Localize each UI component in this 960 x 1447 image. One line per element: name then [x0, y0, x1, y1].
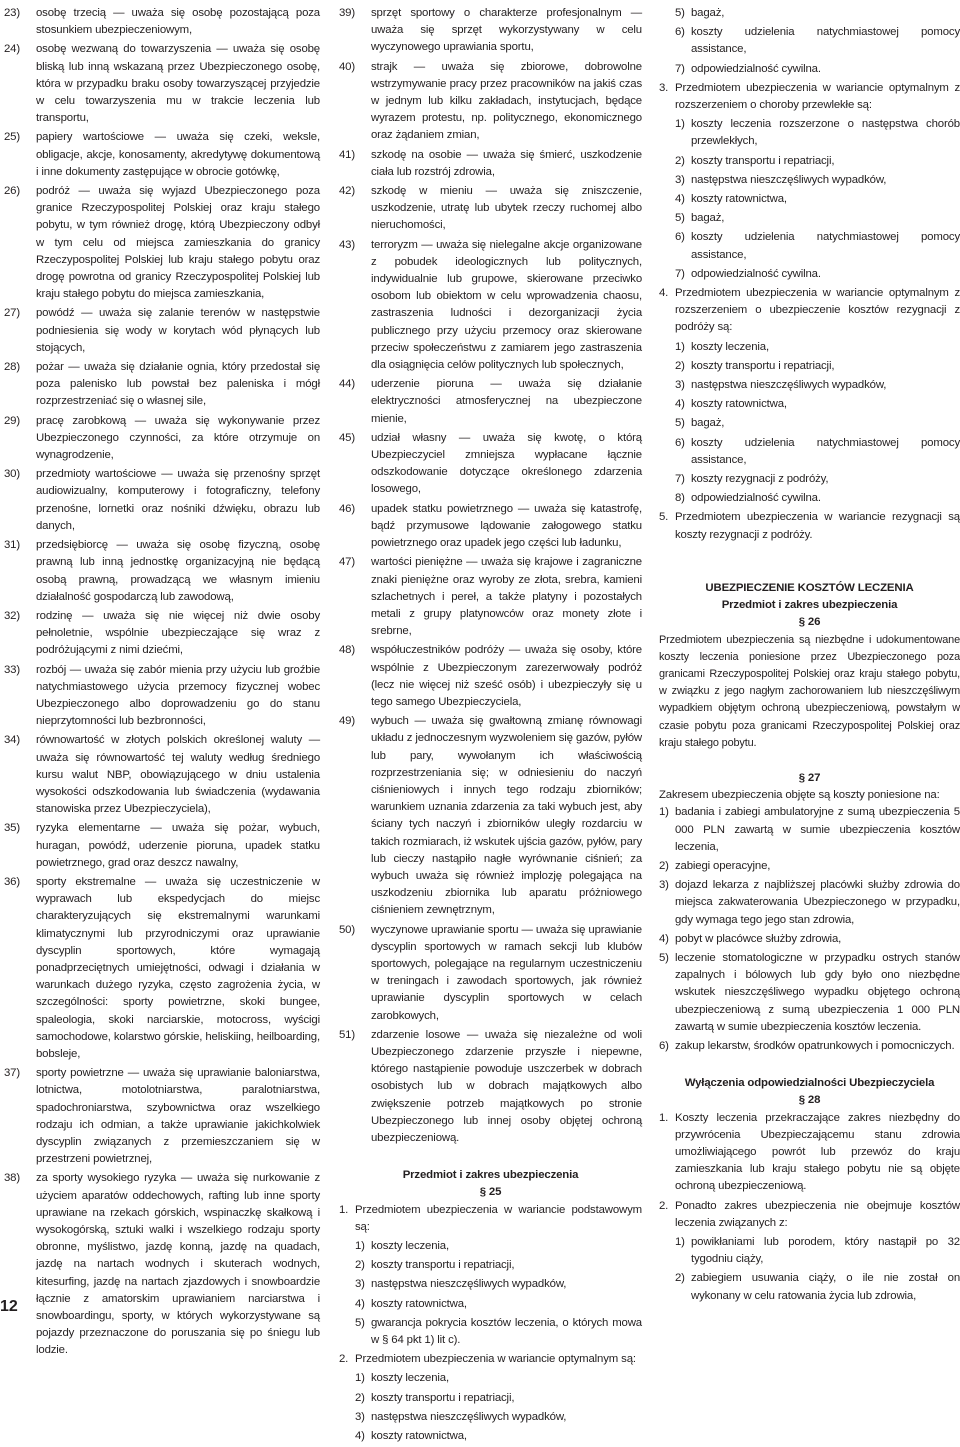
- definition-item: [4, 413, 320, 465]
- section-title: UBEZPIECZENIE KOSZTÓW LECZENIA: [705, 581, 914, 594]
- item-text: wyczynowe uprawianie sportu — uważa się uprawianie dyscyplin sportowych w ramach sekcji lub klubów sportowych, polegające na regularnym uczestniczeniu w treningach i zawodach sportowych, jak również uprawianie dyscyplin sportowych w celach zarobkowych,: [371, 923, 642, 1022]
- item-text: Przedmiotem ubezpieczenia w wariancie optymalnym z rozszerzeniem o choroby przewlekłe są:: [675, 81, 960, 112]
- item-number: 36): [4, 875, 21, 888]
- item-number: 47): [339, 556, 356, 569]
- sub-item: [659, 191, 960, 208]
- sub-item: [339, 1296, 642, 1313]
- sub-item: [659, 210, 960, 227]
- sub-text: koszty leczenia rozszerzone o następstwa chorób przewlekłych,: [691, 118, 960, 148]
- sub-text: następstwa nieszczęśliwych wypadków,: [691, 379, 887, 392]
- definition-item: [339, 5, 642, 57]
- item-text: za sporty wysokiego ryzyka — uważa się nurkowanie z użyciem aparatów oddechowych, rafting lub inne sporty uprawiane na rzekach górskich, wspinaczkę skałkową i wysokogórską, sztuki walki i wszelkiego rodzaju sporty obronne, myślistwo, jazdę konną, jazdę na quadach, jazdę na nartach wodnych i skuterach wodnych, kitesurfing, jazdę na nartach zjazdowych i snowboardzie łącznie z amatorskim uprawianiem narciarstwa i snowboardingu, sporty, w których wykorzystywane są pojazdy przeznaczone do poruszania się po śniegu lub lodzie.: [36, 1172, 320, 1357]
- item-number: 25): [4, 131, 21, 144]
- sub-text: bagaż,: [691, 212, 725, 225]
- sub-text: odpowiedzialność cywilna.: [691, 62, 821, 75]
- item-text: Przedmiotem ubezpieczenia w wariancie optymalnym z rozszerzeniem o ubezpieczenie kosztów rezygnacji z podróży są:: [675, 287, 960, 334]
- sub-text: koszty transportu i repatriacji,: [371, 1259, 515, 1272]
- item-number: 24): [4, 43, 21, 56]
- sub-number: 3): [675, 173, 685, 186]
- item-text: zakup lekarstw, środków opatrunkowych i pomocniczych.: [675, 1039, 955, 1052]
- item-text: Ponadto zakres ubezpieczenia nie obejmuje kosztów leczenia związanych z:: [675, 1199, 960, 1229]
- definition-item: [339, 922, 642, 1025]
- sub-item: [659, 377, 960, 394]
- sub-number: 7): [675, 62, 685, 75]
- item-number: 51): [339, 1028, 356, 1041]
- sub-text: koszty rezygnacji z podróży,: [691, 473, 829, 486]
- definition-item: [339, 430, 642, 499]
- item-number: 2.: [659, 1199, 669, 1212]
- page-number: 12: [0, 1298, 18, 1315]
- sub-number: 2): [675, 1272, 685, 1285]
- item-number: 34): [4, 734, 21, 747]
- item-number: 32): [4, 609, 21, 622]
- sub-item: [339, 1390, 642, 1407]
- item-text: leczenie stomatologiczne w przypadku ostrych stanów zapalnych i bólowych lub gdy było ono niezbędne wskutek nieszczęśliwego wypadku objętego ochroną ubezpieczeniową z sumą ubezpieczenia 1 000 PLN zawartą w sumie ubezpieczenia kosztów leczenia.: [675, 951, 960, 1033]
- spacer: [339, 1149, 642, 1167]
- item-text: wartości pieniężne — uważa się krajowe i zagraniczne znaki pieniężne oraz wyroby ze złota, srebra, kamieni szlachetnych i pereł, a także platyny i pozostałych metali z grupy platynowców oraz monety złote i srebrne,: [371, 556, 642, 638]
- sub-text: koszty ratownictwa,: [371, 1430, 467, 1443]
- numbered-item: [659, 80, 960, 114]
- item-text: przedmioty wartościowe — uważa się przenośny sprzęt audiowizualny, komputerowy i fotograficzny, telefony przenośne, lornetki oraz nośniki dźwięku, obrazu lub danych,: [36, 468, 320, 532]
- sub-text: koszty ratownictwa,: [691, 398, 787, 411]
- item-text: pożar — uważa się działanie ognia, który przedostał się poza palenisko lub powstał bez paleniska i mógł rozprzestrzeniać się o własnej sile,: [36, 361, 320, 408]
- definition-item: [4, 5, 320, 39]
- item-number: 41): [339, 148, 356, 161]
- item-text: pobyt w placówce służby zdrowia,: [675, 932, 842, 945]
- sub-number: 4): [355, 1430, 365, 1443]
- item-number: 1): [659, 806, 669, 819]
- spacer: [659, 752, 960, 770]
- numbered-item: [339, 1202, 642, 1236]
- definition-item: [4, 1065, 320, 1168]
- sub-text: zabiegiem usuwania ciąży, o ile nie został on wykonany w celu ratowania życia lub zdrowia,: [691, 1272, 960, 1302]
- item-number: 6): [659, 1039, 669, 1052]
- item-text: papiery wartościowe — uważa się czeki, weksle, obligacje, akcje, konosamenty, akredytywę dokumentową i inne dokumenty zastępujące w obrocie gotówkę,: [36, 131, 320, 178]
- sub-item: [659, 396, 960, 413]
- sub-number: 8): [675, 492, 685, 505]
- item-number: 2.: [339, 1353, 349, 1366]
- sub-text: następstwa nieszczęśliwych wypadków,: [371, 1278, 567, 1291]
- item-text: szkodę na osobie — uważa się śmierć, uszkodzenie ciała lub rozstrój zdrowia,: [371, 148, 642, 178]
- definition-item: [339, 713, 642, 919]
- sub-number: 7): [675, 473, 685, 486]
- item-number: 30): [4, 468, 21, 481]
- definition-item: [4, 537, 320, 606]
- definition-item: [4, 874, 320, 1063]
- item-number: 48): [339, 644, 356, 657]
- item-number: 50): [339, 923, 356, 936]
- sub-text: koszty ratownictwa,: [371, 1297, 467, 1310]
- item-text: pracę zarobkową — uważa się wykonywanie przez Ubezpieczonego czynności, za które otrzymuje on wynagrodzenie,: [36, 414, 320, 462]
- numbered-item: [659, 285, 960, 337]
- definition-item: [339, 183, 642, 235]
- sub-number: 6): [675, 436, 685, 449]
- definition-item: [339, 237, 642, 375]
- section-heading: Wyłączenia odpowiedzialności Ubezpieczyciela: [684, 1077, 935, 1090]
- section-heading: Przedmiot i zakres ubezpieczenia: [721, 599, 898, 612]
- item-text: równowartość w złotych polskich określonej waluty — uważa się równowartość tej waluty według średniego kursu walut NBP, obowiązującego w dniu ustalenia wysokości odszkodowania lub świadczenia (wydawania stanowiska przez Ubezpieczyciela),: [36, 734, 320, 816]
- item-text: Koszty leczenia przekraczające zakres niezbędny do przywrócenia Ubezpieczającemu stanu zdrowia umożliwiającego powrót lub przewóz do kraju zamieszkania lub kraju stałego pobytu nie są objęte ochroną ubezpieczeniową.: [675, 1111, 960, 1193]
- numbered-item: [659, 1038, 960, 1055]
- definition-item: [4, 359, 320, 411]
- item-number: 3.: [659, 81, 669, 94]
- sub-number: 1): [675, 340, 685, 353]
- definition-item: [339, 1027, 642, 1147]
- item-text: uderzenie pioruna — uważa się działanie elektryczności atmosferycznej na ubezpieczone mienie,: [371, 378, 642, 425]
- sub-number: 3): [675, 379, 685, 392]
- item-number: 33): [4, 663, 21, 676]
- sub-text: powikłaniami lub porodem, który nastąpił po 32 tygodniu ciąży,: [691, 1236, 960, 1266]
- sub-number: 5): [355, 1316, 365, 1329]
- numbered-item: [659, 877, 960, 929]
- column-left: [4, 5, 320, 1362]
- item-text: sporty powietrzne — uważa się uprawianie baloniarstwa, lotnictwa, motolotniarstwa, paralotniarstwa, spadochroniarstwa, szybownictwa oraz wszelkiego rodzaju ich odmian, a także uprawianie jakichkolwiek dyscyplin związanych z przemieszczaniem się w przestrzeni powietrznej,: [36, 1067, 320, 1166]
- item-number: 40): [339, 60, 356, 73]
- item-text: szkodę w mieniu — uważa się zniszczenie, uszkodzenie, utratę lub ubytek rzeczy ruchomej albo nieruchomości,: [371, 185, 642, 232]
- numbered-item: [659, 858, 960, 875]
- item-number: 37): [4, 1067, 21, 1080]
- item-text: strajk — uważa się zbiorowe, dobrowolne wstrzymywanie pracy przez pracowników na jakiś czas w jednym lub kilku zakładach, instytucjach, będące wyrazem protestu, np. politycznego, ekonomicznego oraz żądaniem zmian,: [371, 60, 642, 142]
- sub-item: [339, 1238, 642, 1255]
- item-number: 35): [4, 822, 21, 835]
- sub-number: 3): [355, 1278, 365, 1291]
- item-text: współuczestników podróży — uważa się osoby, które wspólnie z Ubezpieczonym zarezerwowały podróż (lecz nie więcej niż sześć osób) i ubezpieczyły się u tego samego Ubezpieczyciela,: [371, 644, 642, 708]
- item-text: osobę wezwaną do towarzyszenia — uważa się osobę bliską lub inną wskazaną przez Ubezpieczonego osobę, która w przypadku braku osoby towarzyszącej przyjedzie w celu towarzyszenia mu w trakcie leczenia lub transportu,: [36, 43, 320, 125]
- item-number: 5): [659, 951, 669, 964]
- sub-number: 2): [355, 1391, 365, 1404]
- definition-item: [339, 642, 642, 711]
- item-number: 46): [339, 502, 356, 515]
- item-number: 45): [339, 431, 356, 444]
- sub-item: [659, 490, 960, 507]
- item-text: sporty ekstremalne — uważa się uczestniczenie w wyprawach lub ekspedycjach do miejsc charakteryzujących się ekstremalnymi warunkami klimatycznymi lub przyrodniczymi oraz uprawianie dyscyplin sportowych, które wymagają ponadprzeciętnych umiejętności, odwagi i działania w warunkach dużego ryzyka, często zagrożenia życia, w szczególności: sporty powietrzne, skoki bungee, spaleologia, skoki narciarskie, motocross, wyścigi samochodowe, kolarstwo górskie, heliskiing, heilboarding, bobsleje,: [36, 875, 320, 1060]
- sub-text: odpowiedzialność cywilna.: [691, 267, 821, 280]
- sub-item: [659, 61, 960, 78]
- sub-item: [659, 358, 960, 375]
- definition-item: [4, 466, 320, 535]
- spacer: [659, 1057, 960, 1075]
- item-number: 39): [339, 7, 356, 19]
- item-text: udział własny — uważa się kwotę, o którą Ubezpieczyciel zmniejsza wypłacane łącznie odszkodowanie dotyczące określonego zdarzenia losowego,: [371, 431, 642, 496]
- sub-item: [659, 266, 960, 283]
- item-number: 44): [339, 378, 356, 391]
- sub-text: odpowiedzialność cywilna.: [691, 492, 821, 505]
- item-number: 1.: [339, 1203, 349, 1216]
- item-text: powódź — uważa się zalanie terenów w następstwie podniesienia się wody w korytach wód płynących lub stojących,: [36, 307, 320, 354]
- sub-item: [339, 1428, 642, 1445]
- item-number: 28): [4, 361, 21, 374]
- sub-item: [659, 435, 960, 469]
- sub-text: koszty transportu i repatriacji,: [691, 154, 835, 167]
- item-number: 23): [4, 7, 21, 19]
- sub-number: 3): [355, 1410, 365, 1423]
- sub-text: koszty ratownictwa,: [691, 193, 787, 206]
- sub-text: bagaż,: [691, 7, 725, 19]
- item-number: 42): [339, 185, 356, 198]
- definition-item: [339, 59, 642, 145]
- column-right: [659, 5, 960, 1307]
- item-text: upadek statku powietrznego — uważa się katastrofę, bądź przymusowe lądowanie załogowego statku powietrznego oraz upadek jego części lub ładunku,: [371, 502, 642, 550]
- sub-text: koszty transportu i repatriacji,: [691, 359, 835, 372]
- definition-item: [339, 147, 642, 181]
- definition-item: [4, 183, 320, 303]
- definition-item: [339, 501, 642, 553]
- sub-item: [659, 24, 960, 58]
- item-number: 43): [339, 238, 356, 251]
- spacer: [659, 546, 960, 580]
- item-text: rodzinę — uważa się nie więcej niż dwie osoby pełnoletnie, wspólnie ubezpieczające się wraz z podróżującymi z nimi dziećmi,: [36, 609, 320, 657]
- sub-text: następstwa nieszczęśliwych wypadków,: [691, 173, 887, 186]
- sub-number: 2): [355, 1259, 365, 1272]
- item-number: 31): [4, 539, 21, 552]
- sub-item: [659, 1234, 960, 1268]
- item-text: osobę trzecią — uważa się osobę pozostającą poza stosunkiem ubezpieczeniowym,: [36, 7, 320, 37]
- sub-text: bagaż,: [691, 417, 725, 430]
- sub-text: gwarancja pokrycia kosztów leczenia, o których mowa w § 64 pkt 1) lit c).: [371, 1316, 642, 1347]
- definition-item: [4, 1170, 320, 1359]
- sub-number: 5): [675, 417, 685, 430]
- sub-text: następstwa nieszczęśliwych wypadków,: [371, 1410, 567, 1423]
- sub-item: [659, 172, 960, 189]
- item-text: Przedmiotem ubezpieczenia w wariancie optymalnym są:: [355, 1353, 636, 1366]
- sub-number: 7): [675, 267, 685, 280]
- sub-item: [339, 1276, 642, 1293]
- sub-item: [659, 5, 960, 22]
- sub-number: 4): [355, 1297, 365, 1310]
- item-number: 38): [4, 1172, 21, 1185]
- sub-item: [659, 471, 960, 488]
- item-number: 2): [659, 859, 669, 872]
- definition-item: [4, 732, 320, 818]
- sub-item: [659, 153, 960, 170]
- numbered-item: [659, 931, 960, 948]
- numbered-item: [659, 1198, 960, 1232]
- sub-number: 1): [355, 1372, 365, 1385]
- item-text: rozbój — uważa się zabór mienia przy użyciu lub groźbie natychmiastowego użycia przemocy fizycznej wobec Ubezpieczonego albo doprowadzeniu go do stanu nieprzytomności lub bezbronności,: [36, 663, 320, 728]
- definition-item: [4, 41, 320, 127]
- item-number: 4.: [659, 287, 669, 300]
- sub-text: koszty leczenia,: [371, 1240, 450, 1253]
- sub-item: [339, 1370, 642, 1387]
- definition-item: [4, 305, 320, 357]
- definition-item: [4, 662, 320, 731]
- definition-item: [4, 608, 320, 660]
- item-text: zdarzenie losowe — uważa się niezależne od woli Ubezpieczonego zdarzenie przyszłe i niepewne, którego nastąpienie powoduje uszczerbek w dobrach osobistych lub w dobrach majątkowych albo zwiększenie potrzeb majątkowych po stronie Ubezpieczonego lub innej osoby objętej ochroną ubezpieczeniową.: [371, 1028, 642, 1144]
- section-text: Przedmiotem ubezpieczenia są niezbędne i udokumentowane koszty leczenia poniesione przez Ubezpieczonego poza granicami Rzeczypospolitej Polskiej oraz kraju stałego pobytu, w związku z jego nagłym zachorowaniem lub nieszczęśliwym wypadkiem objętym ochroną ubezpieczeniową, powstałym w czasie pobytu poza granicami Rzeczypospolitej Polskiej oraz kraju stałego pobytu.: [659, 633, 960, 749]
- sub-text: koszty udzielenia natychmiastowej pomocy assistance,: [691, 26, 960, 56]
- item-text: podróż — uważa się wyjazd Ubezpieczonego poza granice Rzeczypospolitej Polskiej oraz kraju stałego pobytu, w tym również drogę, którą Ubezpieczony odbył w tym celu od miejsca zamieszkania do granicy Rzeczypospolitej Polskiej lub kraju stałego pobytu oraz drogę powrotna od granicy Rzeczypospolitej Polskiej lub kraju stałego pobytu do miejsca zamieszkania,: [36, 185, 320, 301]
- paragraph-mark: § 26: [798, 616, 821, 629]
- item-text: sprzęt sportowy o charakterze profesjonalnym — uważa się sprzęt wykorzystywany w celu wyczynowego uprawiania sportu,: [371, 7, 642, 54]
- item-number: 5.: [659, 511, 669, 524]
- item-text: dojazd lekarza z najbliższej placówki służby zdrowia do miejsca zakwaterowania Ubezpieczonego w przypadku, gdy wymaga tego jego stan zdrowia,: [675, 879, 960, 926]
- sub-number: 4): [675, 398, 685, 411]
- item-number: 4): [659, 932, 669, 945]
- paragraph-mark: § 28: [798, 1094, 821, 1107]
- column-middle: [339, 5, 642, 1447]
- numbered-item: [659, 804, 960, 856]
- sub-item: [339, 1409, 642, 1426]
- sub-number: 1): [355, 1240, 365, 1253]
- section-intro: Zakresem ubezpieczenia objęte są koszty poniesione na:: [659, 789, 940, 802]
- item-number: 26): [4, 185, 21, 198]
- sub-number: 1): [675, 118, 685, 131]
- item-text: Przedmiotem ubezpieczenia w wariancie rezygnacji są koszty rezygnacji z podróży.: [675, 511, 960, 541]
- paragraph-mark: § 25: [479, 1186, 502, 1199]
- item-text: wybuch — uważa się gwałtowną zmianę równowagi układu z jednoczesnym wyzwoleniem się gazów, pyłów lub pary, wywołanym ich właściwością rozprzestrzeniania się; w odniesieniu do naczyń ciśnieniowych i innych tego rodzaju zbiorników; warunkiem uznania zdarzenia za taki wybuch jest, aby ściany tych naczyń i zbiorników uległy rozdarciu w takich rozmiarach, iż wskutek ujścia gazów, pyłów, pary lub cieczy nastąpiło nagłe wyrównanie ciśnień; za wybuch uważa się również implozję polegająca na uszkodzeniu zbiornika lub aparatu próżniowego ciśnieniem zewnętrznym,: [371, 715, 642, 917]
- sub-item: [659, 116, 960, 150]
- paragraph-mark: § 27: [798, 771, 821, 784]
- numbered-item: [659, 509, 960, 543]
- sub-number: 1): [675, 1236, 685, 1248]
- definition-item: [339, 376, 642, 428]
- sub-item: [339, 1315, 642, 1349]
- item-text: ryzyka elementarne — uważa się pożar, wybuch, huragan, powódź, uderzenie pioruna, upadek statku powietrznego, grad oraz deszcz nawalny,: [36, 822, 320, 869]
- sub-text: koszty transportu i repatriacji,: [371, 1391, 515, 1404]
- sub-item: [339, 1257, 642, 1274]
- numbered-item: [659, 950, 960, 1036]
- item-text: Przedmiotem ubezpieczenia w wariancie podstawowym są:: [355, 1203, 642, 1233]
- sub-item: [659, 415, 960, 432]
- item-number: 29): [4, 414, 21, 427]
- definition-item: [339, 554, 642, 640]
- item-text: zabiegi operacyjne,: [675, 859, 771, 872]
- sub-item: [659, 1270, 960, 1304]
- sub-text: koszty leczenia,: [691, 340, 770, 353]
- sub-number: 5): [675, 212, 685, 225]
- sub-text: koszty udzielenia natychmiastowej pomocy assistance,: [691, 231, 960, 261]
- item-number: 27): [4, 307, 21, 320]
- sub-number: 6): [675, 231, 685, 244]
- sub-number: 6): [675, 26, 685, 39]
- item-number: 3): [659, 879, 669, 892]
- sub-number: 2): [675, 359, 685, 372]
- sub-text: koszty leczenia,: [371, 1372, 450, 1385]
- sub-item: [659, 339, 960, 356]
- numbered-item: [339, 1351, 642, 1368]
- definition-item: [4, 820, 320, 872]
- item-number: 49): [339, 715, 356, 728]
- item-number: 1.: [659, 1111, 669, 1124]
- item-text: przedsiębiorcę — uważa się osobę fizyczną, osobę prawną lub inną jednostkę organizacyjną nie będącą osobą prawną, prowadzącą we własnym imieniu działalność gospodarczą lub zawodową,: [36, 539, 320, 603]
- sub-text: koszty udzielenia natychmiastowej pomocy assistance,: [691, 436, 960, 466]
- definition-item: [4, 129, 320, 181]
- sub-item: [659, 229, 960, 263]
- numbered-item: [659, 1110, 960, 1196]
- item-text: terroryzm — uważa się nielegalne akcje organizowane z pobudek ideologicznych lub politycznych, indywidualnie lub grupowe, skierowane przeciwko osobom lub obiektom w celu wprowadzenia chaosu, zastraszenia ludności i dezorganizacji życia publicznego przy użyciu przemocy oraz skierowane przeciw społeczeństwu z zamiarem jego zastraszenia dla osiągnięcia celów politycznych lub społecznych,: [371, 238, 642, 372]
- item-text: badania i zabiegi ambulatoryjne z sumą ubezpieczenia 5 000 PLN zawartą w sumie ubezpieczenia kosztów leczenia,: [675, 806, 960, 853]
- sub-number: 4): [675, 193, 685, 206]
- sub-number: 5): [675, 7, 685, 19]
- section-heading: Przedmiot i zakres ubezpieczenia: [402, 1169, 579, 1182]
- sub-number: 2): [675, 154, 685, 167]
